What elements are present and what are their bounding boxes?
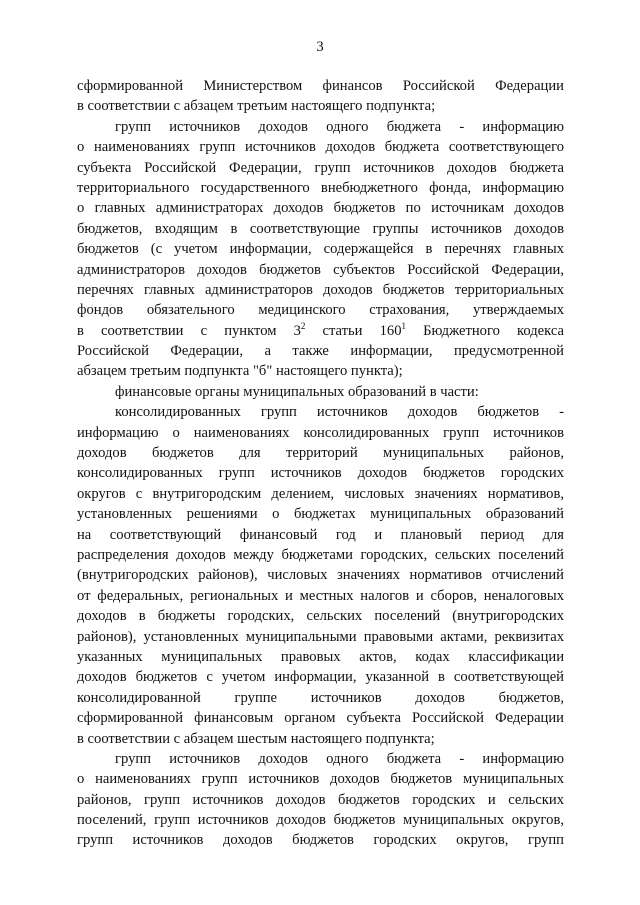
text-line: администраторов доходов бюджетов субъектов Российской Федерации, bbox=[77, 261, 564, 278]
text-line: округов с внутригородским делением, числовых значениях нормативов, bbox=[77, 485, 564, 502]
text-line: районов, групп источников доходов бюджетов городских и сельских bbox=[77, 791, 564, 808]
text-line: фондов обязательного медицинского страхования, утверждаемых bbox=[77, 302, 564, 319]
text-line: распределения доходов между бюджетами городских, сельских поселений bbox=[77, 546, 564, 563]
text-line: о главных администраторах доходов бюджетов по источникам доходов bbox=[77, 200, 564, 217]
text-line: субъекта Российской Федерации, групп источников доходов бюджета bbox=[77, 159, 564, 176]
text-line: перечнях главных администраторов доходов бюджетов территориальных bbox=[77, 281, 564, 298]
text-line: доходов бюджетов для территорий муниципальных районов, bbox=[77, 445, 564, 462]
line-segment: Бюджетного кодекса bbox=[406, 322, 564, 339]
text-line: абзацем третьим подпункта "б" настоящего пункта); bbox=[77, 363, 403, 380]
text-line: установленных решениями о бюджетах муниципальных образований bbox=[77, 506, 564, 523]
text-line: консолидированных групп источников доходов бюджетов - bbox=[115, 404, 564, 421]
text-line: поселений, групп источников доходов бюджетов муниципальных округов, bbox=[77, 812, 564, 829]
document-body bbox=[77, 76, 564, 851]
text-line: указанных муниципальных правовых актов, кодах классификации bbox=[77, 648, 564, 665]
text-line: (внутригородских районов), числовых значениях нормативов отчислений bbox=[77, 567, 564, 584]
text-line: в соответствии с абзацем третьим настоящего подпункта; bbox=[77, 98, 436, 115]
text-line: в соответствии с абзацем шестым настоящего подпункта; bbox=[77, 730, 435, 747]
text-line: Российской Федерации, а также информации, предусмотренной bbox=[77, 343, 564, 360]
text-line: консолидированной группе источников доходов бюджетов, bbox=[77, 689, 564, 706]
text-line: районов), установленных муниципальными правовыми актами, реквизитах bbox=[77, 628, 564, 645]
text-line: финансовые органы муниципальных образований в части: bbox=[115, 383, 479, 400]
text-line: доходов бюджетов с учетом информации, указанной в соответствующей bbox=[77, 669, 564, 686]
text-line-with-superscripts bbox=[77, 321, 564, 341]
page-number: 3 bbox=[316, 39, 324, 55]
text-line: сформированной финансовым органом субъекта Российской Федерации bbox=[77, 710, 564, 727]
line-segment: в соответствии с пунктом 3 bbox=[77, 322, 301, 339]
text-line: на соответствующий финансовый год и плановый период для bbox=[77, 526, 564, 543]
text-line: о наименованиях групп источников доходов бюджетов муниципальных bbox=[77, 771, 564, 788]
text-line: групп источников доходов одного бюджета - информацию bbox=[115, 750, 564, 767]
text-line: от федеральных, региональных и местных налогов и сборов, неналоговых bbox=[77, 587, 564, 604]
superscript: 2 bbox=[300, 320, 306, 331]
text-line: групп источников доходов одного бюджета - информацию bbox=[115, 118, 564, 135]
text-line: территориального государственного внебюджетного фонда, информацию bbox=[77, 179, 564, 196]
line-segment: статьи 160 bbox=[305, 322, 402, 339]
text-line: информацию о наименованиях консолидированных групп источников bbox=[77, 424, 564, 441]
text-line: бюджетов, входящим в соответствующие группы источников доходов bbox=[77, 220, 564, 237]
text-line: групп источников доходов бюджетов городских округов, групп bbox=[77, 832, 564, 849]
superscript: 1 bbox=[401, 320, 407, 331]
text-line: о наименованиях групп источников доходов бюджета соответствующего bbox=[77, 139, 564, 156]
text-line: консолидированных групп источников доходов бюджетов городских bbox=[77, 465, 564, 482]
text-line: сформированной Министерством финансов Российской Федерации bbox=[77, 78, 564, 94]
text-line: доходов в бюджеты городских, сельских поселений (внутригородских bbox=[77, 608, 564, 625]
text-line: бюджетов (с учетом информации, содержащейся в перечнях главных bbox=[77, 241, 564, 258]
